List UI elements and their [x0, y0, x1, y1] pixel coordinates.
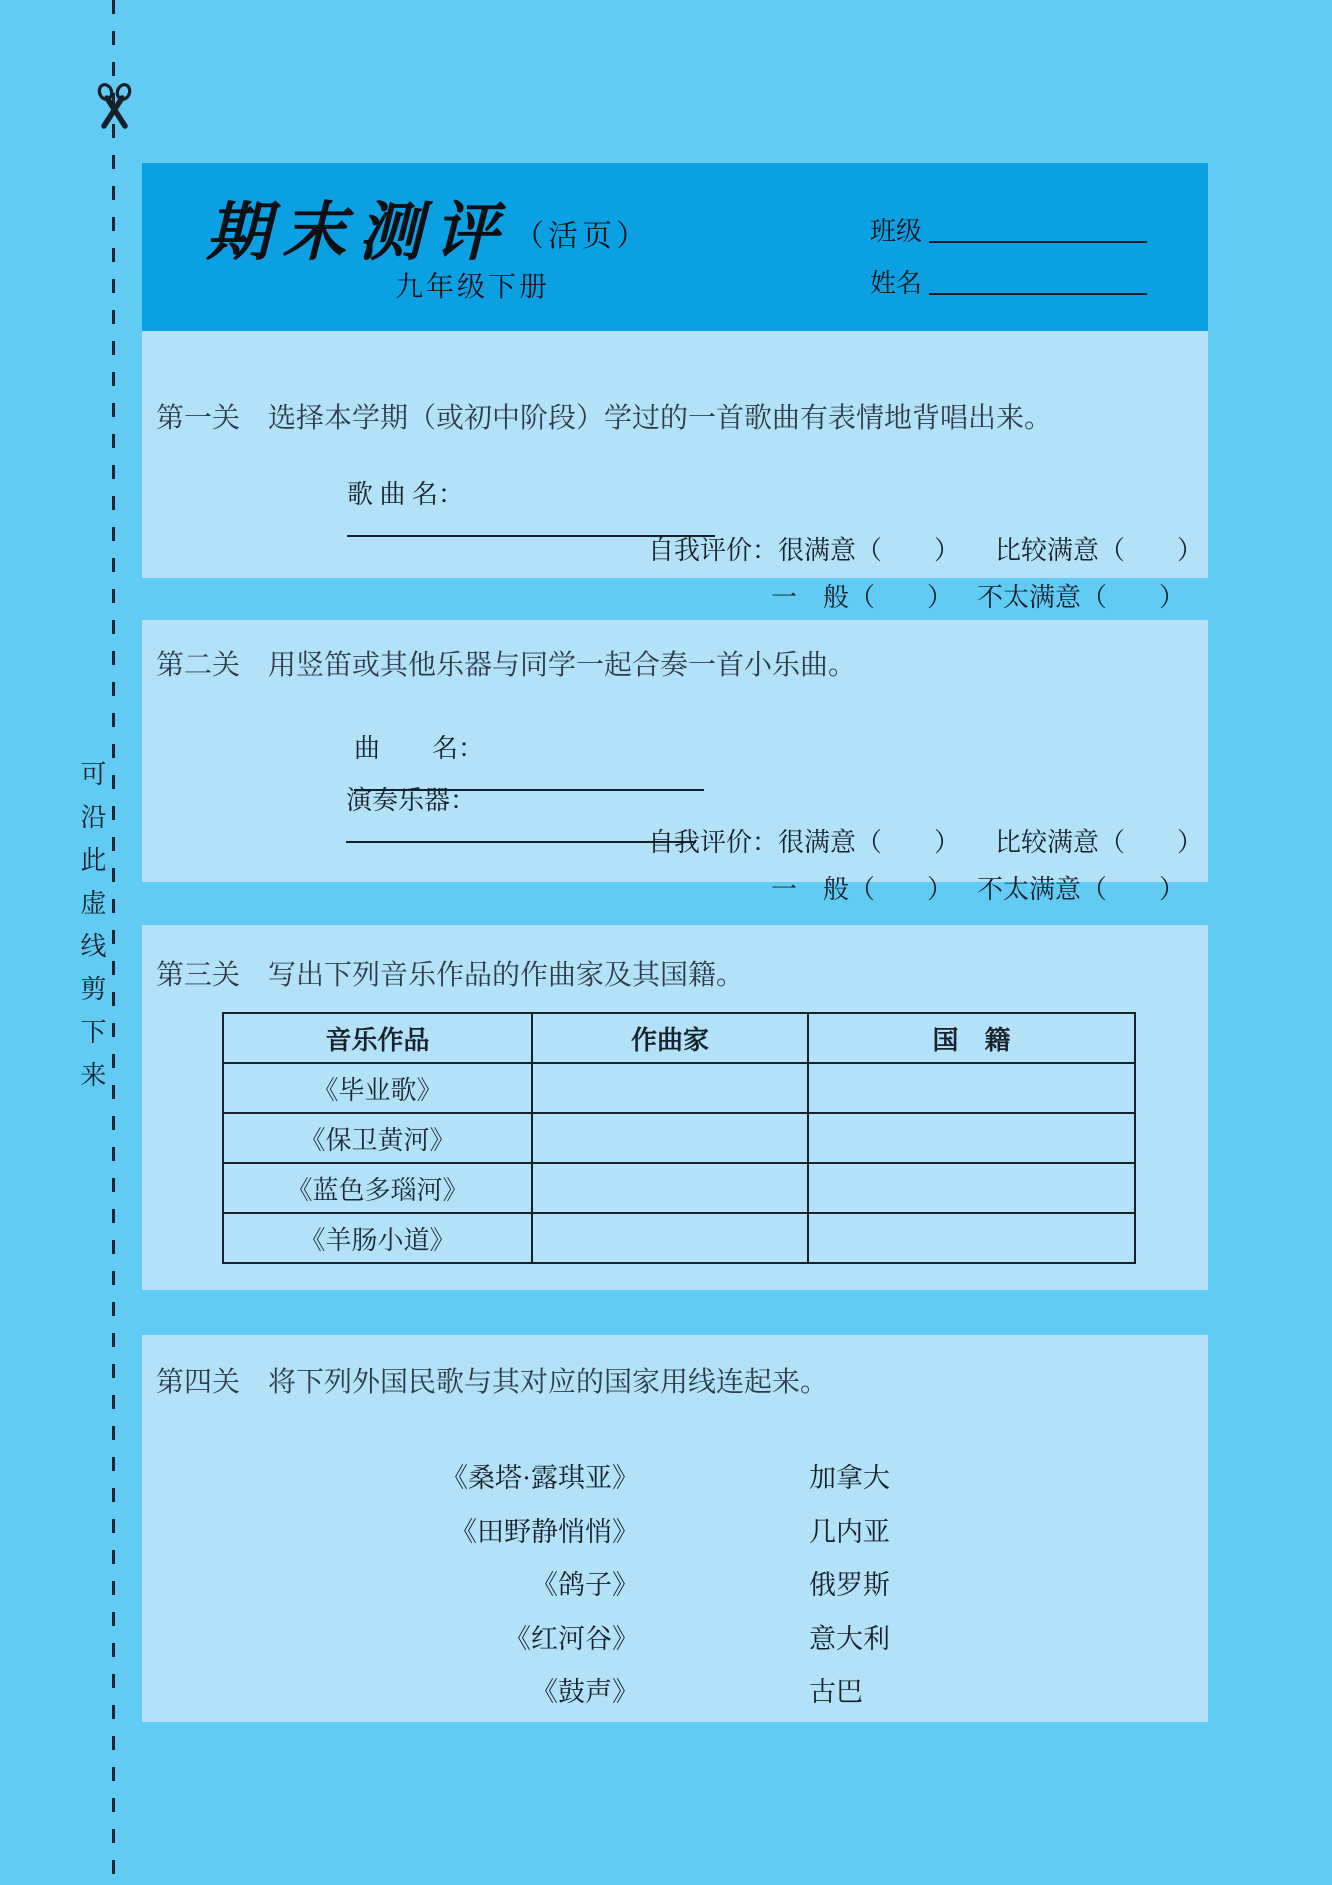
grade-subtitle: 九年级下册 — [395, 272, 551, 303]
match-row — [282, 1670, 1102, 1709]
composer-answer-cell — [532, 1163, 808, 1213]
eval-fairly-satisfied: 比较满意（ ） — [995, 828, 1204, 857]
match-song: 《红河谷》 — [504, 1624, 639, 1654]
section-4-tag: 第四关 — [156, 1366, 241, 1397]
match-song: 《桑塔·露琪亚》 — [441, 1463, 639, 1493]
nationality-answer-cell — [808, 1163, 1135, 1213]
composer-answer-cell — [532, 1213, 808, 1263]
eval-not-satisfied: 不太满意（ ） — [977, 875, 1186, 904]
section-4-panel — [142, 1335, 1208, 1722]
section-1-heading — [156, 396, 1052, 436]
col-header-composer: 作曲家 — [532, 1013, 808, 1063]
name-field — [870, 263, 1147, 300]
table-row — [223, 1213, 1135, 1263]
section-2-heading — [156, 643, 856, 683]
match-song: 《鼓声》 — [531, 1677, 639, 1707]
class-blank — [929, 241, 1147, 243]
name-blank — [929, 293, 1147, 295]
section-3-tag: 第三关 — [156, 959, 241, 990]
section-2-instruction: 用竖笛或其他乐器与同学一起合奏一首小乐曲。 — [268, 649, 857, 680]
cut-note-text: 可沿此虚线剪下来 — [77, 760, 106, 1104]
header-banner — [142, 163, 1208, 331]
composer-answer-cell — [532, 1063, 808, 1113]
match-row — [282, 1510, 1102, 1549]
match-row — [282, 1563, 1102, 1602]
section-2-panel — [142, 620, 1208, 904]
section-4-instruction: 将下列外国民歌与其对应的国家用线连起来。 — [268, 1366, 829, 1397]
nationality-answer-cell — [808, 1063, 1135, 1113]
page-title-note: （活页） — [514, 220, 650, 253]
table-row — [223, 1113, 1135, 1163]
section-4-heading — [156, 1360, 828, 1400]
piece-name-label: 曲 名： — [354, 734, 485, 763]
table-row — [223, 1163, 1135, 1213]
match-song: 《鸽子》 — [531, 1570, 639, 1600]
col-header-work: 音乐作品 — [223, 1013, 532, 1063]
section-1-instruction: 选择本学期（或初中阶段）学过的一首歌曲有表情地背唱出来。 — [268, 402, 1053, 433]
name-label: 姓名 — [870, 269, 923, 298]
eval-average: 一 般（ ） — [771, 583, 954, 612]
match-country: 古巴 — [809, 1677, 863, 1707]
title-row — [206, 181, 650, 273]
col-header-nationality: 国 籍 — [808, 1013, 1135, 1063]
work-title: 《毕业歌》 — [223, 1063, 532, 1113]
table-header-row — [223, 1013, 1135, 1063]
eval-not-satisfied: 不太满意（ ） — [977, 583, 1186, 612]
section-1-panel — [142, 331, 1208, 612]
section-3-heading — [156, 953, 744, 993]
scissors-icon — [96, 82, 133, 130]
section-3-instruction: 写出下列音乐作品的作曲家及其国籍。 — [268, 959, 745, 990]
section-1-tag: 第一关 — [156, 402, 241, 433]
class-field — [870, 211, 1147, 248]
match-row — [282, 1617, 1102, 1656]
instrument-label: 演奏乐器： — [346, 786, 477, 815]
match-country: 俄罗斯 — [809, 1570, 890, 1600]
work-title: 《羊肠小道》 — [223, 1213, 532, 1263]
match-country: 意大利 — [809, 1624, 890, 1654]
eval-label: 自我评价： — [648, 536, 779, 565]
table-row — [223, 1063, 1135, 1113]
eval-very-satisfied: 很满意（ ） — [778, 828, 961, 857]
section-2-tag: 第二关 — [156, 649, 241, 680]
nationality-answer-cell — [808, 1113, 1135, 1163]
match-country: 几内亚 — [809, 1517, 890, 1547]
section-3-panel — [142, 925, 1208, 1290]
eval-very-satisfied: 很满意（ ） — [778, 536, 961, 565]
class-label: 班级 — [870, 217, 923, 246]
page-title: 期末测评 — [206, 197, 510, 268]
nationality-answer-cell — [808, 1213, 1135, 1263]
eval-average: 一 般（ ） — [771, 875, 954, 904]
work-title: 《蓝色多瑙河》 — [223, 1163, 532, 1213]
song-name-label: 歌 曲 名： — [347, 480, 465, 509]
composer-answer-cell — [532, 1113, 808, 1163]
match-song: 《田野静悄悄》 — [450, 1517, 639, 1547]
eval-label: 自我评价： — [648, 828, 779, 857]
match-country: 加拿大 — [809, 1463, 890, 1493]
match-row — [282, 1456, 1102, 1495]
cut-dashed-line — [112, 0, 115, 1885]
work-title: 《保卫黄河》 — [223, 1113, 532, 1163]
composer-table — [222, 1012, 1136, 1264]
section-2-eval-line-2 — [732, 839, 1185, 936]
eval-fairly-satisfied: 比较满意（ ） — [995, 536, 1204, 565]
